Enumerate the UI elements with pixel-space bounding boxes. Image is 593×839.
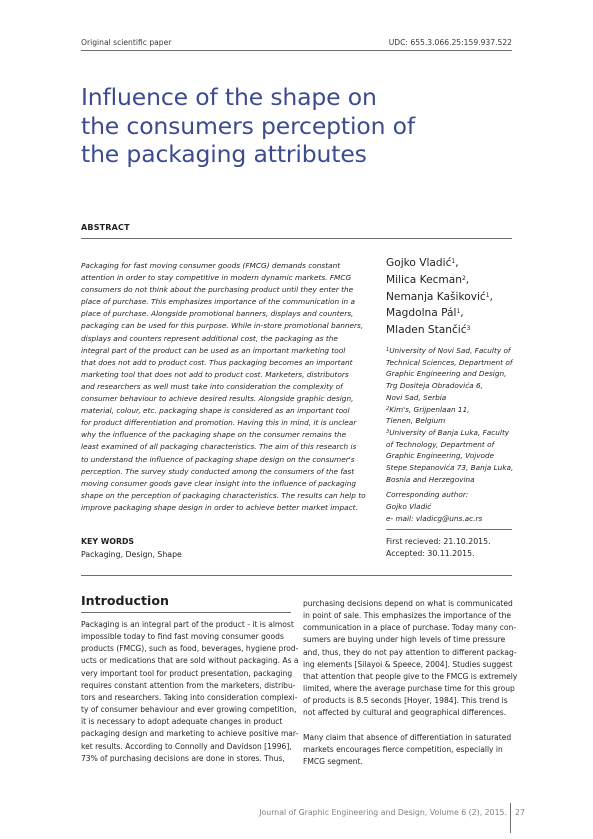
affiliations — [386, 345, 513, 485]
abstract-line: marketing tool that does not add to product cost. Marketers, distributors — [81, 369, 349, 379]
paragraph-line — [303, 720, 517, 732]
abstract-line: why the influence of the packaging shape on the consumer remains the — [81, 430, 347, 440]
article-type-label: Original scientific paper — [81, 38, 172, 47]
udc-code: UDC: 655.3.066.25:159.937.522 — [388, 38, 512, 47]
paragraph-line: ucts or medications that are sold without packaging. As a — [81, 656, 299, 666]
author — [386, 289, 493, 306]
introduction-heading: Introduction — [81, 593, 169, 608]
affiliation-marker: 1 — [386, 347, 390, 353]
author-affiliation-marker: 1 — [485, 291, 490, 299]
header-rule — [81, 50, 512, 51]
affiliation-line — [386, 462, 513, 474]
paragraph-line: tors and researchers. Taking into consideration complexi- — [81, 692, 298, 702]
paragraph-line: products (FMCG), such as food, beverages, hygiene prod- — [81, 644, 299, 654]
affiliation-line — [386, 439, 513, 451]
introduction-heading-rule — [81, 612, 291, 613]
keywords-heading: KEY WORDS — [81, 537, 135, 546]
affiliation-line — [386, 427, 513, 439]
keywords-text: Packaging, Design, Shape — [81, 550, 182, 559]
affiliation-line — [386, 345, 513, 357]
affiliation-line — [386, 392, 513, 404]
author-name: Magdolna Pál — [386, 307, 457, 320]
affiliation-marker: 2 — [386, 405, 390, 412]
affiliation-line — [386, 450, 513, 462]
affiliation-text: Stepe Stepanovića 73, Banja Luka, — [386, 463, 514, 473]
affiliation-line — [386, 368, 513, 380]
paragraph-line: Packaging is an integral part of the product - it is almost — [81, 620, 294, 629]
paragraph-line: of products is 8.5 seconds [Hoyer, 1984]. This trend is — [303, 696, 508, 706]
author — [386, 322, 493, 339]
paragraph-line: FMCG segment. — [303, 757, 363, 767]
abstract-line: shape on the perception of packaging characteristics. The results can help to — [81, 490, 366, 500]
affiliation-line — [386, 380, 513, 392]
affiliation-text: Kim's, Grijpenlaan 11, — [389, 404, 470, 414]
footer-divider — [510, 803, 511, 833]
affiliation-text: Technical Sciences, Department of — [386, 357, 513, 367]
abstract-line: that does not add to product cost. Thus packaging becomes an important — [81, 357, 353, 367]
abstract-line: least examined of all packaging characteristics. The aim of this research is — [81, 442, 357, 452]
section-rule — [81, 575, 512, 576]
abstract-line: consumers do not think about the purchasing product until they enter the — [81, 285, 354, 295]
author-name: Mladen Stančić — [386, 324, 467, 337]
affiliation-line — [386, 404, 513, 416]
abstract-line: packaging can be used for this purpose. While in-store promotional banners, — [81, 321, 364, 331]
abstract-line: integral part of the product can be used as an important marketing tool — [81, 345, 346, 355]
paragraph-line: and, thus, they do not pay attention to different packag- — [303, 647, 517, 657]
paragraph-line: packaging design and marketing to achieve positive mar- — [81, 729, 299, 739]
affiliation-line — [386, 415, 513, 427]
author-separator: , — [489, 290, 493, 303]
received-date: First recieved: 21.10.2015. — [386, 537, 491, 546]
abstract-line: to understand the influence of packaging shape design on the consumer's — [81, 454, 355, 464]
affiliation-line — [386, 474, 513, 486]
title-line: the consumers perception of — [81, 111, 415, 140]
affiliation-text: Bosnia and Herzegovina — [386, 474, 475, 484]
paragraph-line: markets encourages fierce competition, especially in — [303, 744, 503, 754]
paragraph-line: ty of consumer behaviour and ever growing competition, — [81, 705, 297, 715]
author-list — [386, 255, 493, 339]
title-line: the packaging attributes — [81, 140, 367, 168]
paragraph-line: impossible today to find fast moving consumer goods — [81, 632, 284, 642]
abstract-line: attention in order to stay competitive in modern dynamic markets. FMCG — [81, 273, 352, 283]
affiliation-text: Tienen, Belgium — [386, 416, 446, 426]
author-separator: , — [455, 257, 459, 269]
dates — [386, 536, 491, 560]
abstract-line: improve packaging shape design in order to achieve better market impact. — [81, 502, 358, 512]
affiliation-marker: 3 — [386, 428, 390, 435]
paragraph-line: purchasing decisions depend on what is communicated — [303, 599, 513, 608]
affiliation-text: Trg Dositeja Obradovića 6, — [386, 381, 483, 391]
introduction-column-2 — [303, 598, 517, 768]
paragraph-line: ket results. According to Connolly and Davidson [1996], — [81, 741, 292, 751]
abstract-rule — [81, 238, 512, 239]
author-affiliation-marker: 3 — [466, 325, 471, 333]
corresponding-author — [386, 489, 482, 525]
paper-title — [81, 83, 461, 169]
paragraph-line: sumers are buying under high levels of time pressure — [303, 635, 506, 645]
journal-footer: Journal of Graphic Engineering and Design, Volume 6 (2), 2015. — [259, 808, 507, 817]
abstract-line: consumer behaviour to achieve desired results. Alongside graphic design, — [81, 394, 354, 404]
affiliation-line — [386, 357, 513, 369]
paragraph-line: Many claim that absence of differentiation in saturated — [303, 732, 512, 742]
corresponding-name: Gojko Vladić — [386, 502, 432, 511]
introduction-column-1 — [81, 619, 299, 765]
abstract-line: place of purchase. This emphasizes importance of the communication in a — [81, 297, 356, 307]
paragraph-line: limited, where the average purchase time for this group — [303, 684, 515, 694]
author-separator: , — [460, 307, 464, 320]
abstract-line: place of purchase. Alongside promotional banners, displays and counters, — [81, 309, 354, 319]
paragraph-line: requires constant attention from the marketers, distribu- — [81, 680, 296, 690]
affiliation-text: of Technology, Department of — [386, 439, 495, 449]
author-separator: , — [465, 273, 470, 286]
affiliation-text: University of Novi Sad, Faculty of — [389, 346, 511, 355]
abstract-line: and researchers as well must take into consideration the complexity of — [81, 381, 343, 391]
author-name: Gojko Vladić — [386, 257, 452, 269]
page-number: 27 — [515, 808, 525, 817]
author — [386, 272, 493, 289]
paragraph-line: not affected by cultural and geographical differences. — [303, 708, 507, 718]
corresponding-email[interactable]: e- mail: vladicg@uns.ac.rs — [386, 514, 483, 523]
abstract-body — [81, 260, 364, 514]
abstract-line: moving consumer goods gave clear insight into the influence of packaging — [81, 478, 357, 488]
author — [386, 305, 493, 322]
author-name: Nemanja Kašiković — [386, 290, 486, 303]
affiliation-text: Graphic Engineering and Design, — [386, 369, 507, 379]
affiliation-text: Graphic Engineering, Vojvode — [386, 451, 495, 461]
affiliation-text: Novi Sad, Serbia — [386, 392, 447, 402]
paragraph-line: in point of sale. This emphasizes the importance of the — [303, 611, 512, 621]
affiliation-text: University of Banja Luka, Faculty — [389, 427, 510, 437]
corresponding-label: Corresponding author: — [386, 490, 469, 499]
abstract-line: displays and counters represent additional cost, the packaging as the — [81, 333, 338, 343]
author-name: Milica Kecman — [386, 273, 462, 286]
author — [386, 255, 493, 272]
author-affiliation-marker: 2 — [461, 274, 466, 282]
abstract-line: Packaging for fast moving consumer goods (FMCG) demands constant — [81, 261, 341, 270]
paragraph-line: it is necessary to adopt adequate changes in product — [81, 717, 283, 727]
paragraph-line: that attention that people give to the FMCG is extremely — [303, 671, 518, 681]
abstract-line: for product differentiation and promotion. Having this in mind, it is unclear — [81, 418, 357, 428]
paragraph-line: very important tool for product presentation, packaging — [81, 668, 293, 678]
dates-rule — [386, 529, 512, 530]
paragraph-line: communication in a place of purchase. Today many con- — [303, 623, 517, 633]
paragraph-line: ing elements [Silayoi & Speece, 2004]. Studies suggest — [303, 659, 513, 669]
abstract-line: perception. The survey study conducted among the consumers of the fast — [81, 466, 355, 476]
accepted-date: Accepted: 30.11.2015. — [386, 549, 475, 558]
abstract-line: material, colour, etc. packaging shape is considered as an important tool — [81, 406, 350, 416]
title-line: Influence of the shape on — [81, 83, 377, 111]
abstract-heading: ABSTRACT — [81, 223, 130, 232]
author-affiliation-marker: 1 — [451, 258, 456, 265]
paragraph-line: 73% of purchasing decisions are done in stores. Thus, — [81, 753, 285, 763]
author-affiliation-marker: 1 — [456, 308, 461, 316]
